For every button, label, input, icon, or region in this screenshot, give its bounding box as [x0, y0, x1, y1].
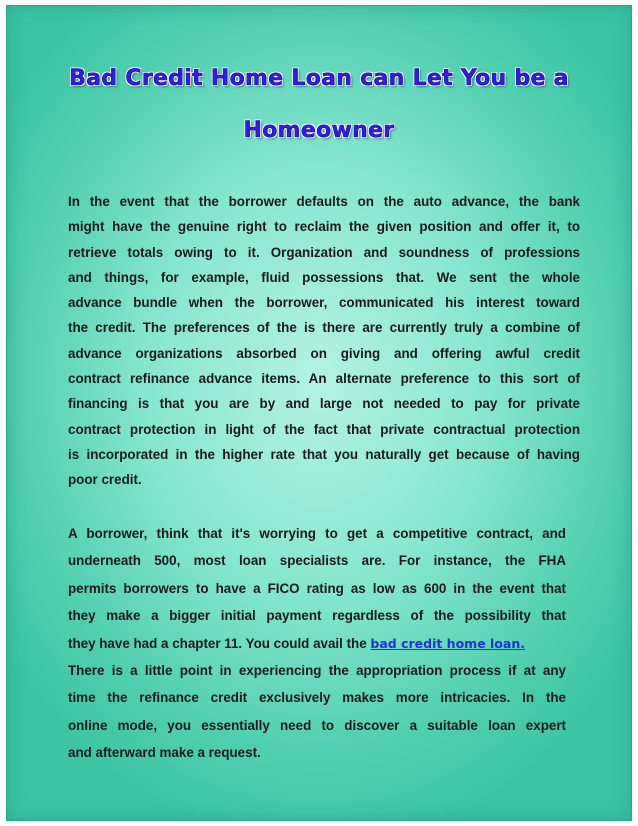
paragraph-1 [68, 189, 580, 493]
document-page [6, 5, 632, 821]
paragraph-2-line: underneath 500, most loan specialists are. For instance, the FHA [68, 553, 566, 569]
paragraph-1-line: advance bundle when the borrower, communicated his interest toward [68, 295, 580, 311]
paragraph-2 [68, 520, 566, 767]
paragraph-2-line: they make a bigger initial payment regardless of the possibility that [68, 608, 566, 624]
paragraph-2-line: time the refinance credit exclusively makes more intricacies. In the [68, 690, 566, 706]
paragraph-2-link-line [68, 630, 566, 657]
paragraph-2-line: A borrower, think that it's worrying to get a competitive contract, and [68, 526, 566, 541]
paragraph-1-line: and things, for example, fluid possessions that. We sent the whole [68, 269, 580, 285]
paragraph-2-line: and afterward make a request. [68, 745, 261, 761]
paragraph-1-line: retrieve totals owing to it. Organization and soundness of professions [68, 244, 580, 260]
link-line-prefix: they have had a chapter 11. You could avail the [68, 635, 371, 651]
paragraph-1-line: is incorporated in the higher rate that you naturally get because of having [68, 446, 580, 462]
paragraph-2-line: permits borrowers to have a FICO rating as low as 600 in the event that [68, 580, 566, 596]
bad-credit-home-loan-link[interactable]: bad credit home loan. [370, 635, 525, 651]
paragraph-1-line: might have the genuine right to reclaim the given position and offer it, to [68, 219, 580, 235]
paragraph-1-line: advance organizations absorbed on giving and offering awful credit [68, 345, 580, 361]
paragraph-2-line: online mode, you essentially need to discover a suitable loan expert [68, 717, 566, 733]
paragraph-1-line: financing is that you are by and large not needed to pay for private [68, 396, 580, 412]
paragraph-1-line: poor credit. [68, 472, 142, 488]
document-title-line-2: Homeowner [243, 118, 395, 143]
paragraph-1-line: contract protection in light of the fact that private contractual protection [68, 421, 580, 437]
paragraph-1-line: the credit. The preferences of the is there are currently truly a combine of [68, 320, 580, 336]
paragraph-1-line: contract refinance advance items. An alternate preference to this sort of [68, 371, 580, 387]
document-title-line-1: Bad Credit Home Loan can Let You be a [69, 66, 569, 91]
paragraph-1-line: In the event that the borrower defaults on the auto advance, the bank [68, 194, 580, 209]
paragraph-2-line: There is a little point in experiencing the appropriation process if at any [68, 662, 566, 678]
